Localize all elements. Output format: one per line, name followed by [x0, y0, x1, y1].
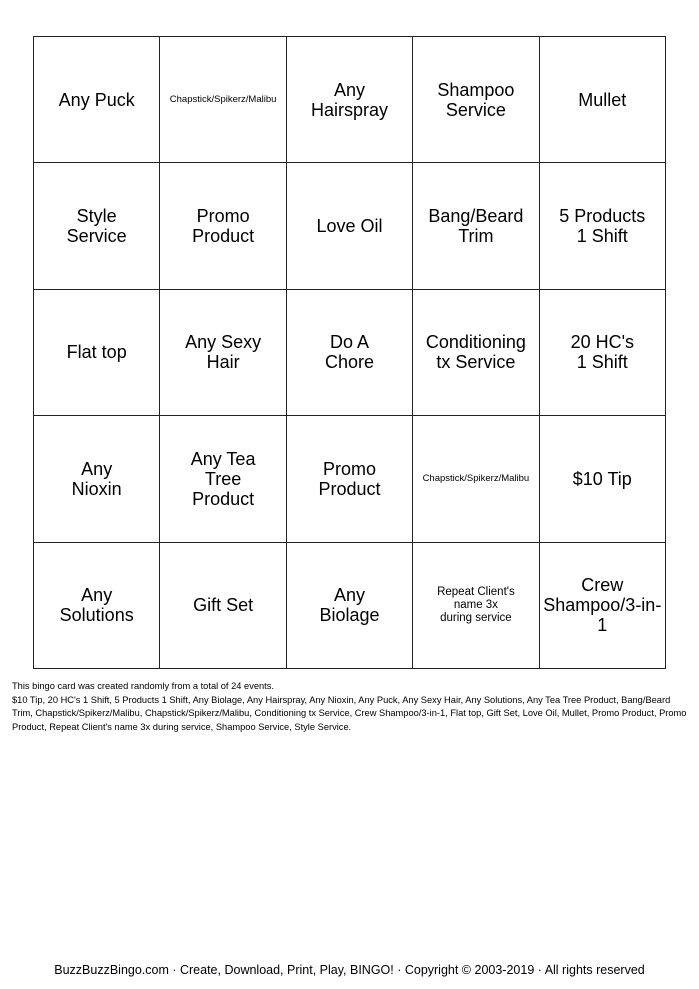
bingo-cell: Do A Chore	[287, 290, 413, 416]
bingo-cell: Chapstick/Spikerz/Malibu	[413, 416, 539, 542]
info-summary: This bingo card was created randomly from a total of 24 events.	[12, 681, 274, 691]
bingo-cell: Promo Product	[287, 416, 413, 542]
bingo-cell: Any Tea Tree Product	[160, 416, 286, 542]
bingo-cell: Any Nioxin	[34, 416, 160, 542]
bingo-grid	[33, 36, 666, 669]
bingo-cell: $10 Tip	[540, 416, 666, 542]
bingo-cell: Crew Shampoo/3-in-1	[540, 543, 666, 669]
bingo-cell: Chapstick/Spikerz/Malibu	[160, 37, 286, 163]
bingo-cell: Shampoo Service	[413, 37, 539, 163]
bingo-cell: 5 Products 1 Shift	[540, 163, 666, 289]
bingo-cell: Mullet	[540, 37, 666, 163]
bingo-cell: Repeat Client's name 3x during service	[413, 543, 539, 669]
bingo-cell: Promo Product	[160, 163, 286, 289]
bingo-cell: Any Sexy Hair	[160, 290, 286, 416]
bingo-cell: Any Biolage	[287, 543, 413, 669]
bingo-cell: Style Service	[34, 163, 160, 289]
bingo-cell: 20 HC's 1 Shift	[540, 290, 666, 416]
info-events-list: $10 Tip, 20 HC's 1 Shift, 5 Products 1 Shift, Any Biolage, Any Hairspray, Any Nioxin, Any Puck, Any Sexy Hair, Any Solutions, Any Tea Tree Product, Bang/Beard Trim, Chapstick/Spikerz/Malibu, Chapstick/Spikerz/Malibu, Conditioning tx Service, Crew Shampoo/3-in-1, Flat top, Gift Set, Love Oil, Mullet, Promo Product, Promo Product, Repeat Client's name 3x during service, Shampoo Service, Style Service.	[12, 694, 687, 732]
bingo-cell: Any Hairspray	[287, 37, 413, 163]
bingo-cell: Any Puck	[34, 37, 160, 163]
bingo-cell: Any Solutions	[34, 543, 160, 669]
card-info	[12, 680, 692, 734]
bingo-cell: Conditioning tx Service	[413, 290, 539, 416]
bingo-cell: Love Oil	[287, 163, 413, 289]
footer-copyright: BuzzBuzzBingo.com · Create, Download, Print, Play, BINGO! · Copyright © 2003-2019 · All rights reserved	[54, 963, 645, 977]
bingo-cell: Flat top	[34, 290, 160, 416]
bingo-cell: Bang/Beard Trim	[413, 163, 539, 289]
bingo-cell: Gift Set	[160, 543, 286, 669]
